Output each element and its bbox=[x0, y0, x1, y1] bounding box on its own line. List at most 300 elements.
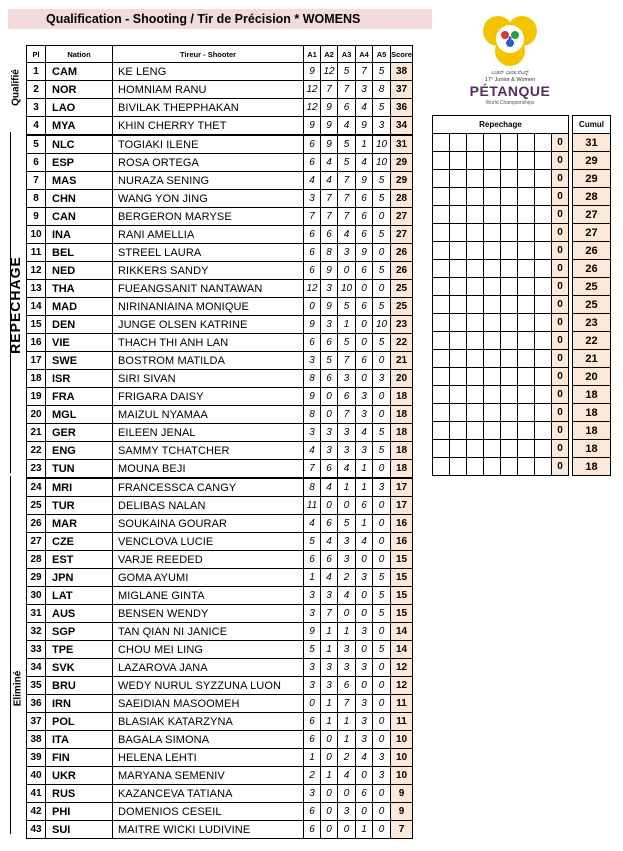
a2-cell: 3 bbox=[321, 659, 338, 677]
nation-cell: AUS bbox=[46, 605, 113, 623]
a5-cell: 0 bbox=[373, 785, 391, 803]
table-row bbox=[27, 190, 413, 208]
a1-cell: 3 bbox=[304, 677, 321, 695]
repechage-row bbox=[433, 152, 611, 170]
a3-cell: 4 bbox=[338, 587, 356, 605]
header-nation: Nation bbox=[46, 46, 113, 63]
a4-cell: 1 bbox=[356, 135, 373, 154]
repechage-total-cell: 0 bbox=[552, 188, 569, 206]
a2-cell: 6 bbox=[321, 370, 338, 388]
repechage-total-cell: 0 bbox=[552, 386, 569, 404]
repechage-total-cell: 0 bbox=[552, 368, 569, 386]
repechage-empty-cell bbox=[501, 278, 518, 296]
repechage-total-cell: 0 bbox=[552, 134, 569, 152]
repechage-empty-cell bbox=[535, 134, 552, 152]
a3-cell: 3 bbox=[338, 659, 356, 677]
a2-cell: 0 bbox=[321, 803, 338, 821]
a1-cell: 4 bbox=[304, 515, 321, 533]
repechage-empty-cell bbox=[484, 422, 501, 440]
a4-cell: 3 bbox=[356, 442, 373, 460]
repechage-empty-cell bbox=[450, 260, 467, 278]
petanque-logo-icon bbox=[450, 9, 570, 71]
score-cell: 14 bbox=[391, 641, 413, 659]
a5-cell: 5 bbox=[373, 641, 391, 659]
place-cell: 17 bbox=[27, 352, 46, 370]
shooter-cell: MIGLANE GINTA bbox=[113, 587, 304, 605]
nation-cell: ESP bbox=[46, 154, 113, 172]
table-row bbox=[27, 587, 413, 605]
table-row bbox=[27, 370, 413, 388]
repechage-empty-cell bbox=[501, 440, 518, 458]
shooter-cell: BENSEN WENDY bbox=[113, 605, 304, 623]
place-cell: 22 bbox=[27, 442, 46, 460]
table-row bbox=[27, 424, 413, 442]
a4-cell: 4 bbox=[356, 154, 373, 172]
a2-cell: 3 bbox=[321, 677, 338, 695]
repechage-empty-cell bbox=[501, 296, 518, 314]
shooter-cell: DOMENIOS CESEIL bbox=[113, 803, 304, 821]
a5-cell: 3 bbox=[373, 749, 391, 767]
a1-cell: 9 bbox=[304, 316, 321, 334]
place-cell: 32 bbox=[27, 623, 46, 641]
cumul-cell: 18 bbox=[573, 386, 611, 404]
repechage-total-cell: 0 bbox=[552, 242, 569, 260]
cumul-cell: 25 bbox=[573, 278, 611, 296]
repechage-empty-cell bbox=[535, 188, 552, 206]
nation-cell: INA bbox=[46, 226, 113, 244]
score-cell: 34 bbox=[391, 117, 413, 136]
a5-cell: 10 bbox=[373, 154, 391, 172]
a1-cell: 6 bbox=[304, 154, 321, 172]
repechage-empty-cell bbox=[450, 458, 467, 476]
a5-cell: 5 bbox=[373, 262, 391, 280]
table-row bbox=[27, 713, 413, 731]
nation-cell: ITA bbox=[46, 731, 113, 749]
repechage-empty-cell bbox=[501, 242, 518, 260]
a2-cell: 0 bbox=[321, 785, 338, 803]
a1-cell: 5 bbox=[304, 533, 321, 551]
repechage-empty-cell bbox=[467, 152, 484, 170]
a1-cell: 6 bbox=[304, 551, 321, 569]
table-row bbox=[27, 154, 413, 172]
a5-cell: 10 bbox=[373, 316, 391, 334]
a3-cell: 6 bbox=[338, 388, 356, 406]
repechage-empty-cell bbox=[518, 332, 535, 350]
a2-cell: 1 bbox=[321, 641, 338, 659]
a2-cell: 7 bbox=[321, 81, 338, 99]
repechage-empty-cell bbox=[518, 134, 535, 152]
repechage-empty-cell bbox=[535, 242, 552, 260]
a1-cell: 1 bbox=[304, 749, 321, 767]
nation-cell: CHN bbox=[46, 190, 113, 208]
logo-brand: PÉTANQUE bbox=[469, 83, 551, 99]
score-cell: 18 bbox=[391, 442, 413, 460]
cumul-cell: 21 bbox=[573, 350, 611, 368]
a4-cell: 3 bbox=[356, 731, 373, 749]
cumul-cell: 22 bbox=[573, 332, 611, 350]
repechage-empty-cell bbox=[501, 224, 518, 242]
place-cell: 41 bbox=[27, 785, 46, 803]
place-cell: 19 bbox=[27, 388, 46, 406]
repechage-empty-cell bbox=[450, 224, 467, 242]
repechage-empty-cell bbox=[518, 404, 535, 422]
a1-cell: 9 bbox=[304, 63, 321, 81]
score-cell: 38 bbox=[391, 63, 413, 81]
a3-cell: 7 bbox=[338, 190, 356, 208]
a4-cell: 3 bbox=[356, 713, 373, 731]
a5-cell: 5 bbox=[373, 99, 391, 117]
repechage-empty-cell bbox=[501, 404, 518, 422]
score-cell: 25 bbox=[391, 280, 413, 298]
shooter-cell: ROSA ORTEGA bbox=[113, 154, 304, 172]
place-cell: 27 bbox=[27, 533, 46, 551]
score-cell: 26 bbox=[391, 244, 413, 262]
repechage-total-cell: 0 bbox=[552, 440, 569, 458]
repechage-empty-cell bbox=[450, 152, 467, 170]
shooter-cell: DELIBAS NALAN bbox=[113, 497, 304, 515]
table-row bbox=[27, 63, 413, 81]
repechage-empty-cell bbox=[501, 314, 518, 332]
place-cell: 8 bbox=[27, 190, 46, 208]
a3-cell: 0 bbox=[338, 785, 356, 803]
repechage-empty-cell bbox=[467, 332, 484, 350]
a5-cell: 0 bbox=[373, 551, 391, 569]
repechage-total-cell: 0 bbox=[552, 206, 569, 224]
a1-cell: 9 bbox=[304, 623, 321, 641]
a3-cell: 7 bbox=[338, 695, 356, 713]
repechage-empty-cell bbox=[467, 224, 484, 242]
place-cell: 20 bbox=[27, 406, 46, 424]
table-row bbox=[27, 497, 413, 515]
shooter-cell: SAMMY TCHATCHER bbox=[113, 442, 304, 460]
place-cell: 4 bbox=[27, 117, 46, 136]
a1-cell: 6 bbox=[304, 803, 321, 821]
a5-cell: 0 bbox=[373, 497, 391, 515]
logo-tagline: World Championships bbox=[485, 100, 535, 106]
a1-cell: 6 bbox=[304, 821, 321, 839]
a5-cell: 0 bbox=[373, 695, 391, 713]
a2-cell: 4 bbox=[321, 533, 338, 551]
repechage-empty-cell bbox=[450, 314, 467, 332]
repechage-empty-cell bbox=[484, 206, 501, 224]
repechage-empty-cell bbox=[535, 260, 552, 278]
repechage-empty-cell bbox=[501, 386, 518, 404]
repechage-total-cell: 0 bbox=[552, 152, 569, 170]
a3-cell: 6 bbox=[338, 677, 356, 695]
repechage-empty-cell bbox=[450, 404, 467, 422]
repechage-empty-cell bbox=[450, 368, 467, 386]
nation-cell: NLC bbox=[46, 135, 113, 154]
place-cell: 15 bbox=[27, 316, 46, 334]
nation-cell: SWE bbox=[46, 352, 113, 370]
header-cumul: Cumul bbox=[573, 116, 611, 134]
a3-cell: 7 bbox=[338, 81, 356, 99]
repechage-empty-cell bbox=[501, 188, 518, 206]
repechage-empty-cell bbox=[467, 134, 484, 152]
table-row bbox=[27, 731, 413, 749]
repechage-empty-cell bbox=[484, 314, 501, 332]
a4-cell: 0 bbox=[356, 677, 373, 695]
score-cell: 31 bbox=[391, 135, 413, 154]
shooter-cell: HOMNIAM RANU bbox=[113, 81, 304, 99]
score-cell: 18 bbox=[391, 424, 413, 442]
a3-cell: 3 bbox=[338, 551, 356, 569]
table-row bbox=[27, 478, 413, 497]
a2-cell: 1 bbox=[321, 767, 338, 785]
a4-cell: 3 bbox=[356, 81, 373, 99]
place-cell: 2 bbox=[27, 81, 46, 99]
shooter-cell: WEDY NURUL SYZZUNA LUON bbox=[113, 677, 304, 695]
score-cell: 9 bbox=[391, 785, 413, 803]
place-cell: 12 bbox=[27, 262, 46, 280]
nation-cell: MRI bbox=[46, 478, 113, 497]
a3-cell: 4 bbox=[338, 460, 356, 479]
nation-cell: PHI bbox=[46, 803, 113, 821]
place-cell: 31 bbox=[27, 605, 46, 623]
repechage-empty-cell bbox=[433, 152, 450, 170]
a3-cell: 7 bbox=[338, 352, 356, 370]
a3-cell: 2 bbox=[338, 749, 356, 767]
cumul-cell: 20 bbox=[573, 368, 611, 386]
a5-cell: 5 bbox=[373, 226, 391, 244]
repechage-empty-cell bbox=[467, 440, 484, 458]
table-row bbox=[27, 515, 413, 533]
nation-cell: TUN bbox=[46, 460, 113, 479]
a4-cell: 3 bbox=[356, 659, 373, 677]
a2-cell: 3 bbox=[321, 587, 338, 605]
repechage-empty-cell bbox=[484, 332, 501, 350]
repechage-empty-cell bbox=[467, 314, 484, 332]
a1-cell: 3 bbox=[304, 424, 321, 442]
repechage-empty-cell bbox=[501, 170, 518, 188]
repechage-empty-cell bbox=[467, 242, 484, 260]
cumul-cell: 31 bbox=[573, 134, 611, 152]
nation-cell: LAO bbox=[46, 99, 113, 117]
repechage-total-cell: 0 bbox=[552, 422, 569, 440]
a2-cell: 9 bbox=[321, 262, 338, 280]
a4-cell: 3 bbox=[356, 569, 373, 587]
repechage-empty-cell bbox=[467, 278, 484, 296]
shooter-cell: TAN QIAN NI JANICE bbox=[113, 623, 304, 641]
score-cell: 20 bbox=[391, 370, 413, 388]
repechage-empty-cell bbox=[484, 368, 501, 386]
logo-subtitle: 17° Junior & Women bbox=[484, 77, 536, 83]
repechage-total-cell: 0 bbox=[552, 404, 569, 422]
a3-cell: 1 bbox=[338, 478, 356, 497]
nation-cell: SVK bbox=[46, 659, 113, 677]
shooter-cell: SAEIDIAN MASOOMEH bbox=[113, 695, 304, 713]
repechage-empty-cell bbox=[484, 278, 501, 296]
nation-cell: MAD bbox=[46, 298, 113, 316]
a2-cell: 4 bbox=[321, 478, 338, 497]
qualified-label: Qualifié bbox=[10, 69, 22, 106]
a3-cell: 7 bbox=[338, 406, 356, 424]
repechage-empty-cell bbox=[535, 224, 552, 242]
score-cell: 29 bbox=[391, 154, 413, 172]
score-cell: 16 bbox=[391, 533, 413, 551]
a5-cell: 0 bbox=[373, 388, 391, 406]
repechage-total-cell: 0 bbox=[552, 296, 569, 314]
a4-cell: 4 bbox=[356, 749, 373, 767]
repechage-empty-cell bbox=[484, 386, 501, 404]
score-cell: 18 bbox=[391, 460, 413, 479]
repechage-empty-cell bbox=[484, 458, 501, 476]
a2-cell: 0 bbox=[321, 388, 338, 406]
nation-cell: NOR bbox=[46, 81, 113, 99]
table-row bbox=[27, 677, 413, 695]
repechage-empty-cell bbox=[467, 386, 484, 404]
score-cell: 9 bbox=[391, 803, 413, 821]
a3-cell: 1 bbox=[338, 316, 356, 334]
place-cell: 42 bbox=[27, 803, 46, 821]
repechage-empty-cell bbox=[450, 170, 467, 188]
repechage-empty-cell bbox=[433, 368, 450, 386]
a2-cell: 6 bbox=[321, 515, 338, 533]
a2-cell: 7 bbox=[321, 605, 338, 623]
repechage-empty-cell bbox=[518, 224, 535, 242]
a1-cell: 6 bbox=[304, 713, 321, 731]
repechage-empty-cell bbox=[450, 296, 467, 314]
a3-cell: 3 bbox=[338, 424, 356, 442]
table-row bbox=[27, 117, 413, 136]
repechage-empty-cell bbox=[450, 242, 467, 260]
repechage-total-cell: 0 bbox=[552, 278, 569, 296]
table-row bbox=[27, 388, 413, 406]
repechage-empty-cell bbox=[535, 332, 552, 350]
repechage-total-cell: 0 bbox=[552, 224, 569, 242]
shooter-cell: BERGERON MARYSE bbox=[113, 208, 304, 226]
repechage-empty-cell bbox=[484, 296, 501, 314]
logo-script-text: ಲಂಡನ್ ಭಾರತ ಪೆಟನ್ಕ್ bbox=[491, 70, 529, 76]
a5-cell: 0 bbox=[373, 515, 391, 533]
shooter-cell: VENCLOVA LUCIE bbox=[113, 533, 304, 551]
a5-cell: 5 bbox=[373, 569, 391, 587]
a2-cell: 6 bbox=[321, 334, 338, 352]
nation-cell: DEN bbox=[46, 316, 113, 334]
a4-cell: 9 bbox=[356, 244, 373, 262]
a5-cell: 5 bbox=[373, 334, 391, 352]
table-row bbox=[27, 244, 413, 262]
cumul-cell: 18 bbox=[573, 404, 611, 422]
table-row bbox=[27, 533, 413, 551]
place-cell: 43 bbox=[27, 821, 46, 839]
a5-cell: 0 bbox=[373, 406, 391, 424]
repechage-empty-cell bbox=[518, 296, 535, 314]
a5-cell: 3 bbox=[373, 767, 391, 785]
place-cell: 6 bbox=[27, 154, 46, 172]
score-cell: 22 bbox=[391, 334, 413, 352]
repechage-row bbox=[433, 422, 611, 440]
a5-cell: 5 bbox=[373, 190, 391, 208]
a2-cell: 3 bbox=[321, 280, 338, 298]
a2-cell: 12 bbox=[321, 63, 338, 81]
a1-cell: 3 bbox=[304, 605, 321, 623]
repechage-empty-cell bbox=[433, 134, 450, 152]
a5-cell: 5 bbox=[373, 63, 391, 81]
score-cell: 12 bbox=[391, 677, 413, 695]
cumul-cell: 18 bbox=[573, 440, 611, 458]
a3-cell: 0 bbox=[338, 821, 356, 839]
a4-cell: 6 bbox=[356, 262, 373, 280]
repechage-row bbox=[433, 386, 611, 404]
a4-cell: 6 bbox=[356, 352, 373, 370]
eliminated-label: Eliminé bbox=[12, 670, 24, 707]
sheet-title: Qualification - Shooting / Tir de Précision * WOMENS bbox=[8, 9, 432, 29]
repechage-empty-cell bbox=[518, 152, 535, 170]
table-row bbox=[27, 803, 413, 821]
score-cell: 18 bbox=[391, 406, 413, 424]
score-cell: 10 bbox=[391, 731, 413, 749]
a4-cell: 6 bbox=[356, 226, 373, 244]
shooter-cell: NURAZA SENING bbox=[113, 172, 304, 190]
a4-cell: 9 bbox=[356, 117, 373, 136]
nation-cell: TPE bbox=[46, 641, 113, 659]
nation-cell: GER bbox=[46, 424, 113, 442]
repechage-empty-cell bbox=[484, 350, 501, 368]
table-row bbox=[27, 334, 413, 352]
cumul-cell: 29 bbox=[573, 152, 611, 170]
a3-cell: 5 bbox=[338, 154, 356, 172]
cumul-cell: 28 bbox=[573, 188, 611, 206]
table-row bbox=[27, 442, 413, 460]
a5-cell: 0 bbox=[373, 280, 391, 298]
place-cell: 35 bbox=[27, 677, 46, 695]
repechage-row bbox=[433, 296, 611, 314]
section-line-eliminated bbox=[10, 476, 11, 834]
place-cell: 9 bbox=[27, 208, 46, 226]
table-row bbox=[27, 172, 413, 190]
a5-cell: 0 bbox=[373, 623, 391, 641]
repechage-empty-cell bbox=[518, 368, 535, 386]
a4-cell: 1 bbox=[356, 478, 373, 497]
repechage-empty-cell bbox=[501, 260, 518, 278]
repechage-empty-cell bbox=[433, 260, 450, 278]
repechage-row bbox=[433, 404, 611, 422]
repechage-row bbox=[433, 188, 611, 206]
a3-cell: 4 bbox=[338, 767, 356, 785]
place-cell: 38 bbox=[27, 731, 46, 749]
a1-cell: 3 bbox=[304, 190, 321, 208]
repechage-empty-cell bbox=[433, 386, 450, 404]
place-cell: 5 bbox=[27, 135, 46, 154]
a5-cell: 5 bbox=[373, 172, 391, 190]
nation-cell: SUI bbox=[46, 821, 113, 839]
score-cell: 27 bbox=[391, 208, 413, 226]
a1-cell: 4 bbox=[304, 172, 321, 190]
score-cell: 17 bbox=[391, 497, 413, 515]
repechage-empty-cell bbox=[484, 188, 501, 206]
championship-logo bbox=[450, 9, 570, 109]
score-cell: 25 bbox=[391, 298, 413, 316]
repechage-empty-cell bbox=[518, 206, 535, 224]
score-cell: 11 bbox=[391, 695, 413, 713]
a3-cell: 1 bbox=[338, 623, 356, 641]
cumul-cell: 23 bbox=[573, 314, 611, 332]
repechage-row bbox=[433, 260, 611, 278]
table-row bbox=[27, 569, 413, 587]
repechage-empty-cell bbox=[450, 440, 467, 458]
table-row bbox=[27, 659, 413, 677]
table-row bbox=[27, 226, 413, 244]
a4-cell: 1 bbox=[356, 821, 373, 839]
a3-cell: 1 bbox=[338, 713, 356, 731]
a2-cell: 4 bbox=[321, 154, 338, 172]
table-row bbox=[27, 821, 413, 839]
a2-cell: 5 bbox=[321, 352, 338, 370]
repechage-total-cell: 0 bbox=[552, 260, 569, 278]
a1-cell: 4 bbox=[304, 442, 321, 460]
header-a2: A2 bbox=[321, 46, 338, 63]
